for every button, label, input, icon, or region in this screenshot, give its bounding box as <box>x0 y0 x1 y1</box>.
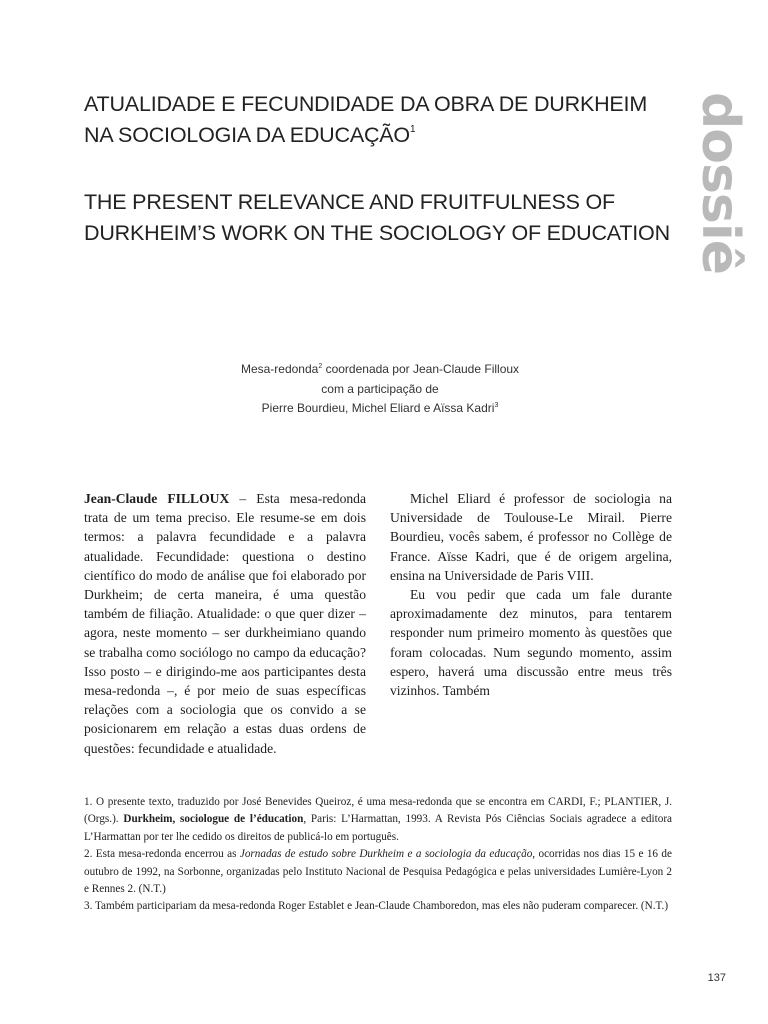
paragraph-3: Eu vou pedir que cada um fale durante aproximadamente dez minutos, para tentarem responder num primeiro momento às questões que foram colocadas. Num segundo momento, assim espero, haverá uma discussão entre meus três vizinhos. Também <box>390 587 672 699</box>
byline-coordinator: coordenada por Jean-Claude Filloux <box>322 362 520 376</box>
byline-line3 <box>150 399 610 419</box>
byline-participants: Pierre Bourdieu, Michel Eliard e Aïssa Kadri <box>261 401 495 415</box>
byline-line2: com a participação de <box>321 381 439 396</box>
title-en-line2: DURKHEIM’S WORK ON THE SOCIOLOGY OF EDUCATION <box>84 221 670 245</box>
byline-line1 <box>150 360 610 380</box>
footnote-2 <box>84 846 672 898</box>
footnote-1-book-title: Durkheim, sociologue de l’éducation <box>123 813 304 826</box>
title-pt-line1: ATUALIDADE E FECUNDIDADE DA OBRA DE DURKHEIM <box>84 92 648 116</box>
footnote-2-event-title: Jornadas de estudo sobre Durkheim e a sociologia da educação <box>239 848 533 861</box>
page-number: 137 <box>707 972 726 984</box>
footnote-2-text-b: , ocorridas nos dias 15 e 16 de outubro de 1992, na Sorbonne, organizadas pelo Instituto Nacional de Pesquisa Pedagógica e pelas universidades Lumière-Lyon 2 e Rennes 2. (N.T.) <box>84 848 672 896</box>
title-footnote-ref: 1 <box>409 124 416 135</box>
title-pt-line2: NA SOCIOLOGIA DA EDUCAÇÃO <box>84 123 410 147</box>
byline-footnote-ref-2: 2 <box>318 363 323 370</box>
paragraph-1 <box>84 489 366 758</box>
footnote-3: 3. Também participariam da mesa-redonda Roger Establet e Jean-Claude Chamboredon, mas eles não puderam comparecer. (N.T.) <box>84 900 669 913</box>
speaker-name: Jean-Claude FILLOUX <box>84 491 230 506</box>
paragraph-1-text: – Esta mesa-redonda trata de um tema preciso. Ele resume-se em dois termos: a palavra fecundidade e a palavra atualidade. Fecundidade: questiona o destino científico do modo de análise que foi elaborado por Durkheim; de certa maneira, é uma questão também de filiação. Atualidade: o que quer dizer – agora, neste momento – ser durkheimiano quando se trabalha como sociólogo no campo da educação? Isso posto – e dirigindo-me aos participantes desta mesa-redonda –, é por meio de suas específicas relações com a sociologia que os convido a se posicionarem em relação a estas duas ordens de questões: fecundidade e atualidade. <box>84 491 367 756</box>
footnote-2-text-a: 2. Esta mesa-redonda encerrou as <box>84 848 240 861</box>
title-english <box>84 187 674 249</box>
footnote-1 <box>84 794 672 846</box>
byline <box>150 360 610 419</box>
byline-roundtable: Mesa-redonda <box>240 362 319 376</box>
title-en-line1: THE PRESENT RELEVANCE AND FRUITFULNESS OF <box>84 190 615 214</box>
section-label <box>690 88 750 278</box>
title-portuguese <box>84 89 674 151</box>
paragraph-2: Michel Eliard é professor de sociologia na Universidade de Toulouse-Le Mirail. Pierre Bourdieu, vocês sabem, é professor no Collège de France. Aïsse Kadri, que é de origem argelina, ensina na Universidade de Paris VIII. <box>390 491 672 583</box>
footnote-1-text-b: , Paris: L’Harmattan, 1993. A Revista Pós Ciências Sociais agradece a editora L’Harmattan por ter lhe cedido os direitos de publicá-lo em português. <box>84 813 673 843</box>
footnote-1-text-a: 1. O presente texto, traduzido por José Benevides Queiroz, é uma mesa-redonda que se encontra em CARDI, F.; PLANTIER, J. (Orgs.). <box>84 796 672 826</box>
byline-footnote-ref-3: 3 <box>494 402 499 409</box>
body-column-left <box>84 489 366 758</box>
body-column-right <box>390 489 672 700</box>
footnotes <box>84 794 672 916</box>
section-label-text: dossiê <box>690 92 750 274</box>
